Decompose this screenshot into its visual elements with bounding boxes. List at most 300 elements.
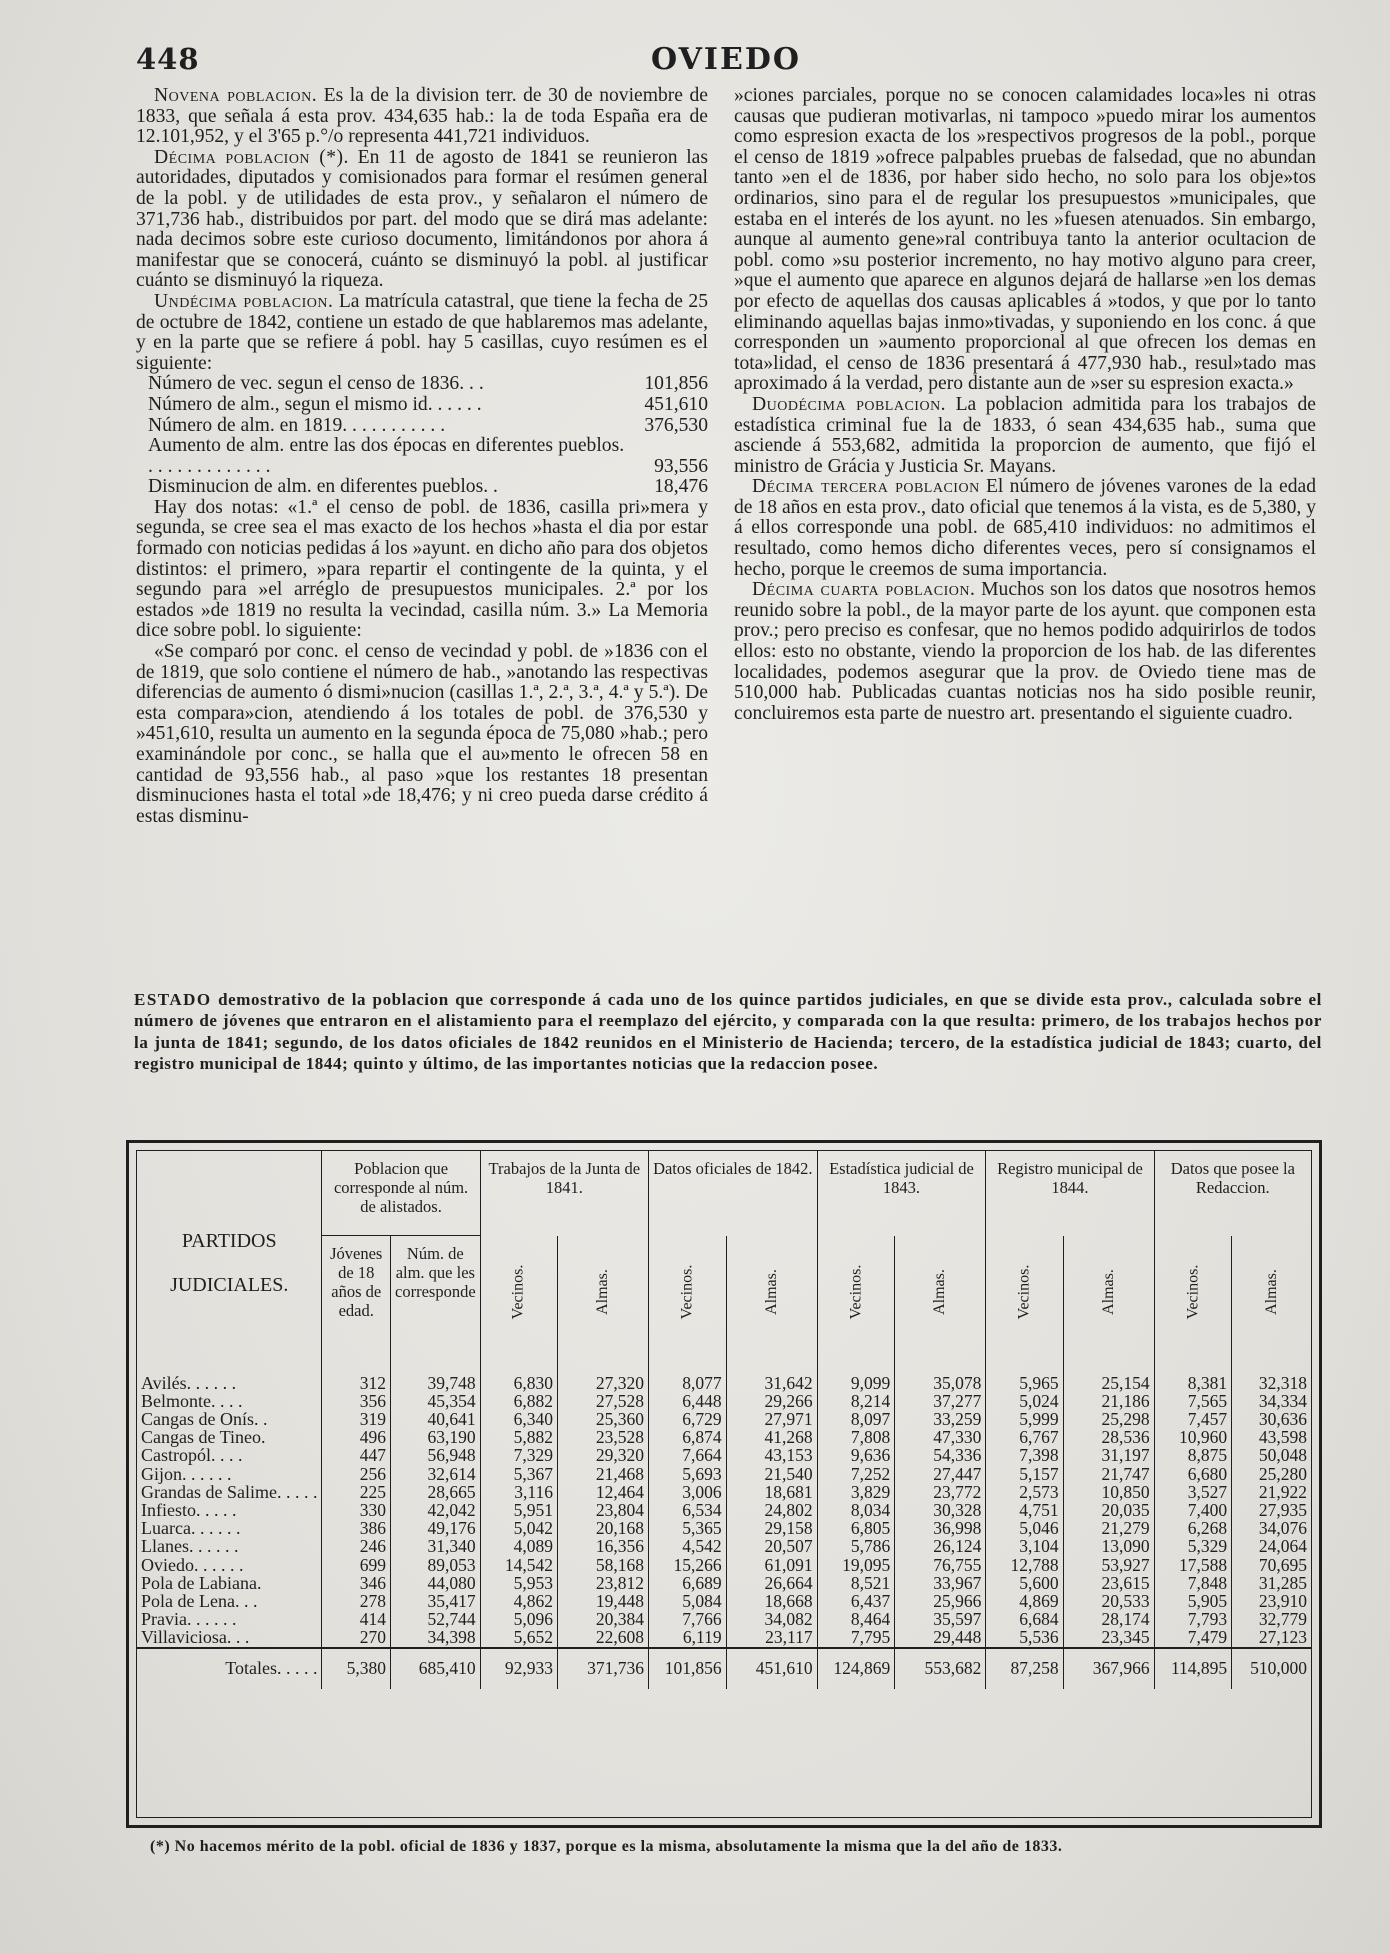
table-row — [137, 1465, 1311, 1483]
header-partidos — [137, 1151, 322, 1346]
table-cell: 8,097 — [817, 1410, 895, 1428]
table-cell: 19,095 — [817, 1556, 895, 1574]
table-cell: 41,268 — [726, 1428, 817, 1446]
district-name: Luarca. . . . . . — [141, 1518, 241, 1539]
table-cell: 7,479 — [1154, 1628, 1232, 1647]
table-cell: 386 — [322, 1519, 391, 1537]
table-cell: 49,176 — [391, 1519, 481, 1537]
population-table — [137, 1151, 1311, 1689]
table-cell: 6,268 — [1154, 1519, 1232, 1537]
table-cell: 5,096 — [480, 1610, 557, 1628]
table-cell: 52,744 — [391, 1610, 481, 1628]
stat-value: 376,530 — [644, 414, 708, 436]
table-row — [137, 1410, 1311, 1428]
table-cell: 3,104 — [986, 1537, 1063, 1555]
paragraph-text: Muchos son los datos que nosotros hemos reunido sobre la pobl., de la mayor parte de los ayunt. que componen esta prov.; pero preciso es confesar, que no hemos podido adquirirlos de todos ellos: esto no obstante, viendo la proporcion de los hab. de las diferentes localidades, podemos asegurar que la prov. de Oviedo tiene mas de 510,000 hab. Publicadas cuantas noticias nos ha sido posible reunir, concluiremos esta parte de nuestro art. presentando el siguiente cuadro. — [734, 579, 1316, 724]
paragraph-text: La poblacion admitida para los trabajos de estadística criminal fue la de 1833, ó sean 434,635 hab., suma que asciende á 553,682, admitida la proporcion de aumento, que fijó el ministro de Grácia y Justicia Sr. Mayans. — [734, 393, 1316, 477]
table-cell: 7,848 — [1154, 1574, 1232, 1592]
table-cell: 6,767 — [986, 1428, 1063, 1446]
table-cell: 6,689 — [648, 1574, 726, 1592]
header-vecinos-label: Vecinos. — [846, 1264, 864, 1319]
table-cell: 35,597 — [895, 1610, 986, 1628]
paragraph-continuation: »ciones parciales, porque no se conocen calamidades loca»les ni otras causas que pudieran motivarlas, ni tampoco »puedo mirar los aumentos como espresion exacta de los »respectivos progresos de la pobl., porque el censo de 1819 »ofrece palpables pruebas de falsedad, que no abundan tanto »en el de 1836, por haber sido hecho, no solo para los obje»tos ordinarios, sino para el de regular los presupuestos »municipales, que estaba en el interés de los ayunt. no les »fuesen atenuados. Sin embargo, aunque al aumento gene»ral contribuya tanto la anterior ocultacion de pobl. como »su posterior incremento, no hay motivo alguno para creer, »que el aumento que aparece en algunos dejará de hallarse »en los demas por efecto de aquellas dos causas aplicables á »todos, y que por lo tanto eliminando aquellas bajas inmo»tivadas, y suponiendo en los conc. á que corresponden un »aumento proporcional al que ofrecen los demas en tota»lidad, el censo de 1836 presentará á 477,930 hab., resul»tado mas aproximado á la verdad, pero distante aun de »ser su espresion exacta.» — [734, 85, 1316, 395]
table-cell: 8,464 — [817, 1610, 895, 1628]
district-name: Infiesto. . . . . — [141, 1499, 237, 1520]
total-cell: 92,933 — [480, 1648, 557, 1689]
table-cell: 39,748 — [391, 1374, 481, 1392]
table-cell: 4,869 — [986, 1592, 1063, 1610]
table-cell: 8,214 — [817, 1392, 895, 1410]
table-cell: 89,053 — [391, 1556, 481, 1574]
stat-label: Número de alm. en 1819. . . . . . . . . . . — [148, 414, 446, 436]
table-cell: 31,340 — [391, 1537, 481, 1555]
table-cell: 30,636 — [1232, 1410, 1311, 1428]
district-name: Villaviciosa. . . — [141, 1627, 250, 1648]
table-cell: 4,089 — [480, 1537, 557, 1555]
page-header — [136, 42, 1316, 84]
stats-list — [136, 374, 708, 498]
table-cell: 43,598 — [1232, 1428, 1311, 1446]
total-cell: 101,856 — [648, 1648, 726, 1689]
table-cell: 356 — [322, 1392, 391, 1410]
table-cell: 7,252 — [817, 1465, 895, 1483]
table-cell: 9,636 — [817, 1446, 895, 1464]
total-cell: 510,000 — [1232, 1648, 1311, 1689]
table-cell: 4,751 — [986, 1501, 1063, 1519]
table-cell: 34,334 — [1232, 1392, 1311, 1410]
table-cell: 44,080 — [391, 1574, 481, 1592]
table-cell: 6,340 — [480, 1410, 557, 1428]
table-cell: 47,330 — [895, 1428, 986, 1446]
header-vecinos-label: Vecinos. — [509, 1264, 527, 1319]
header-num-almas: Núm. de alm. que les corresponde — [391, 1236, 481, 1346]
table-cell: 29,448 — [895, 1628, 986, 1647]
totals-label: Totales. . . . . — [137, 1648, 322, 1689]
table-cell: 14,542 — [480, 1556, 557, 1574]
total-cell: 5,380 — [322, 1648, 391, 1689]
paragraph-decima-cuarta — [734, 580, 1316, 724]
table-cell: 53,927 — [1063, 1556, 1154, 1574]
table-cell: 7,766 — [648, 1610, 726, 1628]
stat-value: 18,476 — [654, 476, 708, 498]
table-cell: 6,729 — [648, 1410, 726, 1428]
table-cell: 5,046 — [986, 1519, 1063, 1537]
paragraph-novena — [136, 86, 708, 148]
table-cell: 12,788 — [986, 1556, 1063, 1574]
header-almas — [895, 1236, 986, 1346]
table-cell: 2,573 — [986, 1483, 1063, 1501]
district-name: Cangas de Tineo. — [141, 1427, 266, 1448]
table-cell: 40,641 — [391, 1410, 481, 1428]
table-row — [137, 1374, 1311, 1392]
table-cell: 70,695 — [1232, 1556, 1311, 1574]
table-cell: 32,318 — [1232, 1374, 1311, 1392]
table-cell: 6,437 — [817, 1592, 895, 1610]
table-cell: 21,468 — [557, 1465, 648, 1483]
district-name: Avilés. . . . . . — [141, 1372, 237, 1393]
table-cell: 4,542 — [648, 1537, 726, 1555]
table-body — [137, 1374, 1311, 1648]
table-cell: 35,078 — [895, 1374, 986, 1392]
header-vecinos-label: Vecinos. — [1183, 1264, 1201, 1319]
table-cell: 20,168 — [557, 1519, 648, 1537]
table-cell: 5,951 — [480, 1501, 557, 1519]
district-name: Pravia. . . . . . — [141, 1609, 237, 1630]
table-cell: 27,320 — [557, 1374, 648, 1392]
header-estadistica: Estadística judicial de 1843. — [817, 1151, 986, 1236]
header-poblacion: Poblacion que corresponde al núm. de alistados. — [322, 1151, 480, 1236]
table-cell: 9,099 — [817, 1374, 895, 1392]
table-cell: 32,614 — [391, 1465, 481, 1483]
header-almas-label: Almas. — [931, 1268, 949, 1315]
table-cell: 26,124 — [895, 1537, 986, 1555]
table-cell: 25,154 — [1063, 1374, 1154, 1392]
table-cell: 5,905 — [1154, 1592, 1232, 1610]
table-cell: 6,680 — [1154, 1465, 1232, 1483]
header-vecinos-label: Vecinos. — [678, 1264, 696, 1319]
table-cell: 6,830 — [480, 1374, 557, 1392]
district-name: Belmonte. . . . — [141, 1390, 243, 1411]
total-cell: 124,869 — [817, 1648, 895, 1689]
table-row — [137, 1519, 1311, 1537]
table-cell: 21,279 — [1063, 1519, 1154, 1537]
footnote: (*) No hacemos mérito de la pobl. oficial de 1836 y 1837, porque es la misma, absolutamente la misma que la del año de 1833. — [150, 1838, 1063, 1855]
table-cell: 5,693 — [648, 1465, 726, 1483]
paragraph-lead: Undécima poblacion. — [154, 290, 334, 312]
table-cell: 447 — [322, 1446, 391, 1464]
header-vecinos — [817, 1236, 895, 1346]
table-cell: 21,186 — [1063, 1392, 1154, 1410]
population-table-frame — [126, 1140, 1322, 1828]
total-cell: 87,258 — [986, 1648, 1063, 1689]
stat-row — [136, 395, 708, 416]
header-row — [137, 1151, 1311, 1236]
table-cell: 23,772 — [895, 1483, 986, 1501]
header-vecinos — [986, 1236, 1063, 1346]
table-cell: 21,540 — [726, 1465, 817, 1483]
table-cell: 27,528 — [557, 1392, 648, 1410]
table-cell: 33,259 — [895, 1410, 986, 1428]
table-cell: 31,197 — [1063, 1446, 1154, 1464]
paragraph-lead: Décima poblacion (*). — [154, 146, 349, 168]
paragraph-decima — [136, 148, 708, 292]
table-cell: 5,084 — [648, 1592, 726, 1610]
table-cell: 43,153 — [726, 1446, 817, 1464]
paragraph-text: El número de jóvenes varones de la edad de 18 años en esta prov., dato oficial que tenemos á la vista, es de 5,380, y á ellos corresponde una pobl. de 685,410 individuos: no admitimos el resultado, como hemos dicho diferentes veces, pero sí consignamos el hecho, porque le creemos de suma importancia. — [734, 476, 1316, 580]
stat-value: 93,556 — [654, 455, 708, 477]
table-row — [137, 1592, 1311, 1610]
table-cell: 5,786 — [817, 1537, 895, 1555]
table-cell: 24,064 — [1232, 1537, 1311, 1555]
table-cell: 20,384 — [557, 1610, 648, 1628]
table-cell: 7,808 — [817, 1428, 895, 1446]
district-name: Pola de Lena. . . — [141, 1590, 258, 1611]
table-row — [137, 1483, 1311, 1501]
table-cell: 8,034 — [817, 1501, 895, 1519]
total-cell: 553,682 — [895, 1648, 986, 1689]
table-cell: 20,533 — [1063, 1592, 1154, 1610]
table-row — [137, 1446, 1311, 1464]
paragraph-quote: «Se comparó por conc. el censo de vecindad y pobl. de »1836 con el de 1819, que solo contiene el número de hab., »anotando las respectivas diferencias de aumento ó dismi»nucion (casillas 1.ª, 2.ª, 3.ª, 4.ª y 5.ª). De esta compara»cion, atendiendo á los totales de pobl. de 376,530 y »451,610, resulta un aumento en la segunda época de 75,080 »hab.; pero examinándole por conc., se halla que el au»mento le ofrecen 58 en cantidad de 93,556 hab., al paso »que los restantes 18 presentan disminuciones hasta el total »de 18,476; y ni creo pueda darse crédito á estas disminu- — [136, 641, 708, 827]
page-title: OVIEDO — [651, 42, 801, 77]
table-cell: 20,507 — [726, 1537, 817, 1555]
table-cell: 26,664 — [726, 1574, 817, 1592]
table-cell: 25,280 — [1232, 1465, 1311, 1483]
table-cell: 27,935 — [1232, 1501, 1311, 1519]
table-cell: 3,116 — [480, 1483, 557, 1501]
table-cell: 5,157 — [986, 1465, 1063, 1483]
district-name: Grandas de Salime. . . . . — [141, 1481, 318, 1502]
left-column — [136, 86, 708, 827]
paragraph-lead: Décima tercera poblacion — [752, 476, 980, 498]
paragraph-text: En 11 de agosto de 1841 se reunieron las autoridades, diputados y comisionados para formar el resúmen general de la pobl. y de utilidades de esta prov., y señalaron el número de 371,736 hab., distribuidos por part. del modo que se dirá mas adelante: nada decimos sobre este curioso documento, limitándonos por ahora á manifestar que se conocerá, cuánto se disminuyó la pobl. al justificar cuánto se disminuyó la riqueza. — [136, 146, 709, 292]
table-cell: 29,158 — [726, 1519, 817, 1537]
table-cell: 6,448 — [648, 1392, 726, 1410]
paragraph-duodecima — [734, 395, 1316, 477]
table-cell: 21,747 — [1063, 1465, 1154, 1483]
header-almas-label: Almas. — [762, 1268, 780, 1315]
stat-value: 451,610 — [644, 393, 708, 415]
header-trabajos: Trabajos de la Junta de 1841. — [480, 1151, 648, 1236]
table-cell: 330 — [322, 1501, 391, 1519]
paragraph-lead: Duodécima poblacion. — [752, 393, 947, 415]
table-cell: 6,805 — [817, 1519, 895, 1537]
table-cell: 23,812 — [557, 1574, 648, 1592]
table-cell: 7,329 — [480, 1446, 557, 1464]
table-cell: 7,793 — [1154, 1610, 1232, 1628]
table-cell: 10,960 — [1154, 1428, 1232, 1446]
table-row — [137, 1537, 1311, 1555]
page-number: 448 — [136, 42, 200, 76]
total-cell: 114,895 — [1154, 1648, 1232, 1689]
table-cell: 30,328 — [895, 1501, 986, 1519]
stat-label: Número de vec. segun el censo de 1836. . . — [148, 373, 484, 395]
table-cell: 32,779 — [1232, 1610, 1311, 1628]
district-name: Castropól. . . . — [141, 1445, 243, 1466]
header-almas-label: Almas. — [593, 1268, 611, 1315]
table-cell: 3,829 — [817, 1483, 895, 1501]
total-cell: 451,610 — [726, 1648, 817, 1689]
header-almas — [726, 1236, 817, 1346]
district-name: Gijon. . . . . . — [141, 1463, 232, 1484]
table-cell: 34,076 — [1232, 1519, 1311, 1537]
paragraph-lead: Novena poblacion. — [154, 85, 318, 106]
table-cell: 7,398 — [986, 1446, 1063, 1464]
stat-row — [136, 374, 708, 395]
table-row — [137, 1428, 1311, 1446]
table-cell: 18,668 — [726, 1592, 817, 1610]
table-cell: 27,971 — [726, 1410, 817, 1428]
table-cell: 256 — [322, 1465, 391, 1483]
table-cell: 699 — [322, 1556, 391, 1574]
table-cell: 23,345 — [1063, 1628, 1154, 1647]
table-cell: 346 — [322, 1574, 391, 1592]
stat-value: 101,856 — [644, 373, 708, 395]
spacer-row — [137, 1346, 1311, 1374]
header-almas-label: Almas. — [1099, 1268, 1117, 1315]
table-cell: 50,048 — [1232, 1446, 1311, 1464]
table-cell: 22,608 — [557, 1628, 648, 1647]
stat-label: Disminucion de alm. en diferentes pueblos. . — [148, 476, 498, 498]
table-cell: 5,965 — [986, 1374, 1063, 1392]
table-cell: 23,910 — [1232, 1592, 1311, 1610]
table-cell: 24,802 — [726, 1501, 817, 1519]
table-cell: 5,953 — [480, 1574, 557, 1592]
table-cell: 8,077 — [648, 1374, 726, 1392]
stat-row — [136, 477, 708, 498]
table-cell: 61,091 — [726, 1556, 817, 1574]
table-cell: 63,190 — [391, 1428, 481, 1446]
paragraph-text: Es la de la division terr. de 30 de noviembre de 1833, que señala á esta prov. 434,635 hab.: la de toda España era de 12.101,952, y el 3'65 p.°/o representa 441,721 individuos. — [136, 85, 708, 148]
table-cell: 12,464 — [557, 1483, 648, 1501]
table-row — [137, 1574, 1311, 1592]
table-cell: 5,042 — [480, 1519, 557, 1537]
table-cell: 28,536 — [1063, 1428, 1154, 1446]
table-cell: 6,119 — [648, 1628, 726, 1647]
table-cell: 23,804 — [557, 1501, 648, 1519]
table-cell: 29,266 — [726, 1392, 817, 1410]
table-cell: 23,615 — [1063, 1574, 1154, 1592]
table-cell: 278 — [322, 1592, 391, 1610]
table-cell: 29,320 — [557, 1446, 648, 1464]
table-cell: 33,967 — [895, 1574, 986, 1592]
header-partidos-line2: JUDICIALES. — [170, 1274, 289, 1297]
table-cell: 6,882 — [480, 1392, 557, 1410]
table-cell: 34,398 — [391, 1628, 481, 1647]
table-cell: 31,285 — [1232, 1574, 1311, 1592]
header-jovenes: Jóvenes de 18 años de edad. — [322, 1236, 391, 1346]
table-cell: 496 — [322, 1428, 391, 1446]
district-name: Llanes. . . . . . — [141, 1536, 239, 1557]
table-cell: 19,448 — [557, 1592, 648, 1610]
population-table-inner-frame — [136, 1150, 1312, 1818]
table-cell: 5,600 — [986, 1574, 1063, 1592]
district-name: Oviedo. . . . . . — [141, 1554, 244, 1575]
table-cell: 20,035 — [1063, 1501, 1154, 1519]
table-cell: 13,090 — [1063, 1537, 1154, 1555]
table-cell: 15,266 — [648, 1556, 726, 1574]
caption-lead: ESTADO — [134, 990, 212, 1009]
table-cell: 4,862 — [480, 1592, 557, 1610]
table-cell: 23,117 — [726, 1628, 817, 1647]
table-cell: 8,521 — [817, 1574, 895, 1592]
table-cell: 5,329 — [1154, 1537, 1232, 1555]
table-cell: 25,966 — [895, 1592, 986, 1610]
table-cell: 5,365 — [648, 1519, 726, 1537]
table-cell: 6,874 — [648, 1428, 726, 1446]
table-cell: 5,652 — [480, 1628, 557, 1647]
table-cell: 25,360 — [557, 1410, 648, 1428]
table-cell: 414 — [322, 1610, 391, 1628]
table-cell: 27,123 — [1232, 1628, 1311, 1647]
table-cell: 34,082 — [726, 1610, 817, 1628]
table-cell: 270 — [322, 1628, 391, 1647]
header-almas-label: Almas. — [1262, 1268, 1280, 1315]
table-cell: 56,948 — [391, 1446, 481, 1464]
totals-row — [137, 1648, 1311, 1689]
table-cell: 25,298 — [1063, 1410, 1154, 1428]
table-cell: 58,168 — [557, 1556, 648, 1574]
table-row — [137, 1610, 1311, 1628]
table-cell: 18,681 — [726, 1483, 817, 1501]
table-cell: 37,277 — [895, 1392, 986, 1410]
table-cell: 7,457 — [1154, 1410, 1232, 1428]
stat-label: Número de alm., segun el mismo id. . . . . . — [148, 393, 482, 415]
table-cell: 5,536 — [986, 1628, 1063, 1647]
table-cell: 76,755 — [895, 1556, 986, 1574]
table-cell: 8,875 — [1154, 1446, 1232, 1464]
table-cell: 225 — [322, 1483, 391, 1501]
table-cell: 31,642 — [726, 1374, 817, 1392]
district-name: Pola de Labiana. — [141, 1572, 262, 1593]
header-almas — [1232, 1236, 1311, 1346]
header-vecinos — [480, 1236, 557, 1346]
header-datos-1842: Datos oficiales de 1842. — [648, 1151, 817, 1236]
header-vecinos-label: Vecinos. — [1015, 1264, 1033, 1319]
total-cell: 371,736 — [557, 1648, 648, 1689]
header-almas — [557, 1236, 648, 1346]
table-cell: 21,922 — [1232, 1483, 1311, 1501]
table-cell: 28,174 — [1063, 1610, 1154, 1628]
table-cell: 3,527 — [1154, 1483, 1232, 1501]
right-column — [734, 86, 1316, 724]
paragraph-text: La matrícula catastral, que tiene la fecha de 25 de octubre de 1842, contiene un estado de que hablaremos mas adelante, y en la parte que se refiere á pobl. hay 5 casillas, cuyo resúmen es el siguiente: — [136, 290, 708, 374]
header-registro: Registro municipal de 1844. — [986, 1151, 1154, 1236]
table-cell: 7,664 — [648, 1446, 726, 1464]
table-cell: 319 — [322, 1410, 391, 1428]
table-row — [137, 1556, 1311, 1574]
table-cell: 28,665 — [391, 1483, 481, 1501]
table-row — [137, 1392, 1311, 1410]
stat-row — [136, 416, 708, 437]
table-cell: 54,336 — [895, 1446, 986, 1464]
header-vecinos — [648, 1236, 726, 1346]
header-partidos-line1: PARTIDOS — [181, 1230, 277, 1253]
table-cell: 27,447 — [895, 1465, 986, 1483]
table-cell: 5,367 — [480, 1465, 557, 1483]
table-cell: 3,006 — [648, 1483, 726, 1501]
table-cell: 17,588 — [1154, 1556, 1232, 1574]
header-almas — [1063, 1236, 1154, 1346]
table-cell: 7,795 — [817, 1628, 895, 1647]
table-cell: 23,528 — [557, 1428, 648, 1446]
table-cell: 246 — [322, 1537, 391, 1555]
table-cell: 8,381 — [1154, 1374, 1232, 1392]
header-redaccion: Datos que posee la Redaccion. — [1154, 1151, 1311, 1236]
paragraph-undecima — [136, 292, 708, 374]
table-cell: 312 — [322, 1374, 391, 1392]
header-vecinos — [1154, 1236, 1232, 1346]
table-cell: 7,400 — [1154, 1501, 1232, 1519]
table-cell: 6,534 — [648, 1501, 726, 1519]
table-cell: 6,684 — [986, 1610, 1063, 1628]
table-cell: 10,850 — [1063, 1483, 1154, 1501]
table-cell: 35,417 — [391, 1592, 481, 1610]
total-cell: 685,410 — [391, 1648, 481, 1689]
table-cell: 5,024 — [986, 1392, 1063, 1410]
table-row — [137, 1628, 1311, 1647]
table-cell: 5,882 — [480, 1428, 557, 1446]
table-cell: 36,998 — [895, 1519, 986, 1537]
stat-row — [136, 436, 708, 477]
table-cell: 42,042 — [391, 1501, 481, 1519]
table-row — [137, 1501, 1311, 1519]
district-name: Cangas de Onís. . — [141, 1408, 268, 1429]
paragraph-notas: Hay dos notas: «1.ª el censo de pobl. de 1836, casilla pri»mera y segunda, se cree sea el mas exacto de los hechos »hasta el dia por estar formado con noticias pedidas á los »ayunt. en dicho año para dos objetos distintos: el primero, »para repartir el contingente de la quinta, y el segundo para »el arréglo de presupuestos municipales. 2.ª por los estados »de 1819 no resulta la vecindad, casilla núm. 3.» La Memoria dice sobre pobl. lo siguiente: — [136, 496, 708, 642]
stat-label: Aumento de alm. entre las dos épocas en diferentes pueblos. . . . . . . . . . . . . . — [148, 435, 625, 477]
paragraph-decima-tercera — [734, 477, 1316, 580]
paragraph-lead: Décima cuarta poblacion. — [752, 579, 976, 601]
